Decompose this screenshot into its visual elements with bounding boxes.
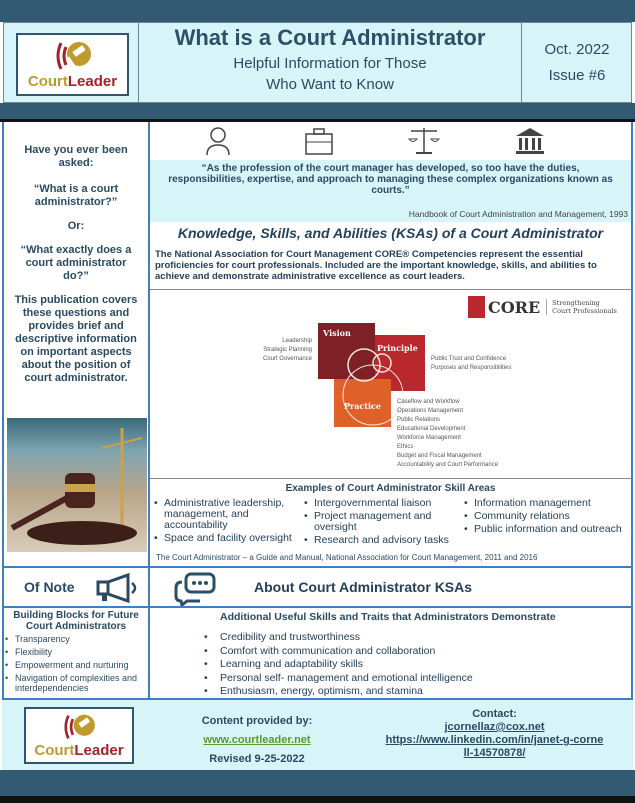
practice-item: Operations Management bbox=[397, 408, 464, 414]
footer bbox=[2, 700, 633, 770]
scales-icon bbox=[408, 126, 440, 156]
building-blocks-title: Building Blocks for Future Court Administrators bbox=[13, 610, 139, 632]
linkedin-link[interactable]: https://www.linkedin.com/in/janet-g-cornell-14570878/ bbox=[385, 734, 604, 759]
person-icon bbox=[205, 126, 231, 156]
revised-date: Revised 9-25-2022 bbox=[209, 753, 305, 765]
block-item: • Empowerment and nurturing bbox=[5, 660, 148, 670]
courtleader-logo bbox=[16, 33, 129, 96]
subtitle-2: Who Want to Know bbox=[266, 76, 394, 93]
examples-title: Examples of Court Administrator Skill Areas bbox=[285, 483, 496, 494]
practice-item: Educational Development bbox=[397, 426, 466, 432]
briefcase-icon bbox=[304, 126, 334, 156]
gavel-photo bbox=[7, 418, 147, 552]
email-link[interactable]: jcornellaz@cox.net bbox=[444, 721, 545, 733]
traits-title: Additional Useful Skills and Traits that Administrators Demonstrate bbox=[220, 611, 556, 623]
header bbox=[3, 22, 632, 103]
website-link[interactable]: www.courtleader.net bbox=[203, 734, 311, 746]
sidebar-line: Or: bbox=[67, 220, 85, 232]
skill-item: • Project management and oversight bbox=[304, 511, 464, 533]
about-ksa-cell bbox=[148, 566, 633, 608]
core-tagline-1: Strengthening bbox=[552, 299, 600, 307]
practice-item: Caseflow and Workflow bbox=[397, 399, 460, 405]
skill-item: • Research and advisory tasks bbox=[304, 535, 464, 546]
trait-item: • Learning and adaptability skills bbox=[204, 658, 473, 672]
practice-item: Accountability and Court Performance bbox=[397, 462, 499, 468]
core-logo bbox=[468, 296, 617, 318]
vision-item: Strategic Planning bbox=[263, 347, 312, 353]
logo-text-leader: Leader bbox=[67, 73, 118, 90]
bottom-band bbox=[0, 770, 635, 796]
skill-item: • Administrative leadership, management, and accountability bbox=[154, 498, 304, 531]
core-brand: CORE bbox=[488, 297, 541, 317]
quote-band bbox=[150, 160, 631, 222]
trait-item: • Enthusiasm, energy, optimism, and stamina bbox=[204, 685, 473, 699]
principle-item: Public Trust and Confidence bbox=[431, 356, 507, 362]
vision-items bbox=[230, 337, 312, 364]
practice-item: Ethics bbox=[397, 444, 414, 450]
main-content bbox=[148, 122, 633, 568]
practice-item: Workforce Management bbox=[397, 435, 461, 441]
practice-item: Budget and Fiscal Management bbox=[397, 453, 482, 459]
skill-item: • Space and facility oversight bbox=[154, 533, 304, 544]
principle-items bbox=[431, 355, 511, 373]
principle-label: Principle bbox=[377, 343, 418, 353]
sidebar-line: “What exactly does a court administrator do?” bbox=[20, 244, 132, 282]
contact-label: Contact: bbox=[472, 708, 517, 720]
courthouse-icon bbox=[514, 126, 546, 156]
quote-text: “As the profession of the court manager has developed, so too have the duties, responsibilities, expertise, and approach to managing these complex organizations known as courts.” bbox=[168, 163, 613, 196]
subtitle-1: Helpful Information for Those bbox=[233, 55, 427, 72]
core-diagram bbox=[150, 289, 631, 479]
contact-block bbox=[377, 708, 612, 760]
title-cell bbox=[138, 23, 522, 102]
skill-item: • Intergovernmental liaison bbox=[304, 498, 464, 509]
block-item: • Transparency bbox=[5, 634, 148, 644]
of-note-label: Of Note bbox=[24, 579, 75, 595]
sidebar-line: “What is a court administrator?” bbox=[33, 183, 119, 208]
traits-cell bbox=[148, 606, 633, 700]
practice-item: Public Relations bbox=[397, 417, 441, 423]
gavel-logo-icon bbox=[53, 39, 93, 73]
bottom-divider bbox=[0, 796, 635, 803]
chat-bubbles-icon bbox=[174, 572, 218, 606]
megaphone-icon bbox=[94, 573, 142, 603]
skill-item: • Community relations bbox=[464, 511, 624, 522]
practice-label: Practice bbox=[344, 401, 381, 411]
practice-items bbox=[397, 398, 498, 470]
header-band bbox=[0, 103, 635, 119]
top-band bbox=[0, 0, 635, 22]
ksa-body: The National Association for Court Management CORE® Competencies represent the essential proficiencies for court professionals. Included are the important knowledge, skills, and abilities to achieve and demonstrate administrative excellence as court leaders. bbox=[155, 249, 597, 282]
trait-item: • Credibility and trustworthiness bbox=[204, 631, 473, 645]
logo-text-leader: Leader bbox=[74, 742, 124, 759]
trait-item: • Personal self- management and emotional intelligence bbox=[204, 672, 473, 686]
principle-item: Purposes and Responsibilities bbox=[431, 365, 512, 371]
issue-number: Issue #6 bbox=[548, 67, 606, 84]
skill-item: • Public information and outreach bbox=[464, 524, 624, 535]
gavel-logo-icon bbox=[60, 712, 98, 742]
sidebar-line: Have you ever been asked: bbox=[24, 144, 128, 169]
examples-list bbox=[154, 498, 632, 546]
core-tagline-2: Court Professionals bbox=[552, 307, 617, 315]
provided-label: Content provided by: bbox=[201, 715, 313, 727]
trait-item: • Comfort with communication and collaboration bbox=[204, 645, 473, 659]
vision-item: Leadership bbox=[282, 338, 312, 344]
icon-row bbox=[150, 126, 631, 160]
quote-source: Handbook of Court Administration and Management, 1993 bbox=[408, 209, 628, 219]
logo-text-court: Court bbox=[34, 742, 75, 759]
ksa-title: Knowledge, Skills, and Abilities (KSAs) of a Court Administrator bbox=[177, 225, 604, 241]
footer-logo bbox=[24, 707, 134, 764]
logo-text-court: Court bbox=[27, 73, 68, 90]
about-ksa-heading: About Court Administrator KSAs bbox=[254, 579, 473, 595]
block-item: • Flexibility bbox=[5, 647, 148, 657]
of-note-cell bbox=[2, 566, 150, 608]
building-blocks bbox=[2, 606, 150, 700]
issue-date: Oct. 2022 bbox=[544, 41, 610, 58]
block-item: • Navigation of complexities and interdependencies bbox=[5, 673, 148, 693]
vision-item: Court Governance bbox=[262, 356, 312, 362]
provided-block bbox=[182, 712, 332, 769]
skill-item: • Information management bbox=[464, 498, 624, 509]
issue-cell bbox=[522, 37, 632, 89]
sidebar bbox=[2, 122, 150, 568]
sidebar-line: This publication covers these questions and provides brief and descriptive information on important aspects about the position of court administrator. bbox=[14, 294, 138, 384]
examples-source: The Court Administrator – a Guide and Manual, National Association for Court Management, 2011 and 2016 bbox=[156, 553, 538, 562]
page-title: What is a Court Administrator bbox=[174, 25, 486, 50]
vision-label: Vision bbox=[323, 328, 351, 338]
